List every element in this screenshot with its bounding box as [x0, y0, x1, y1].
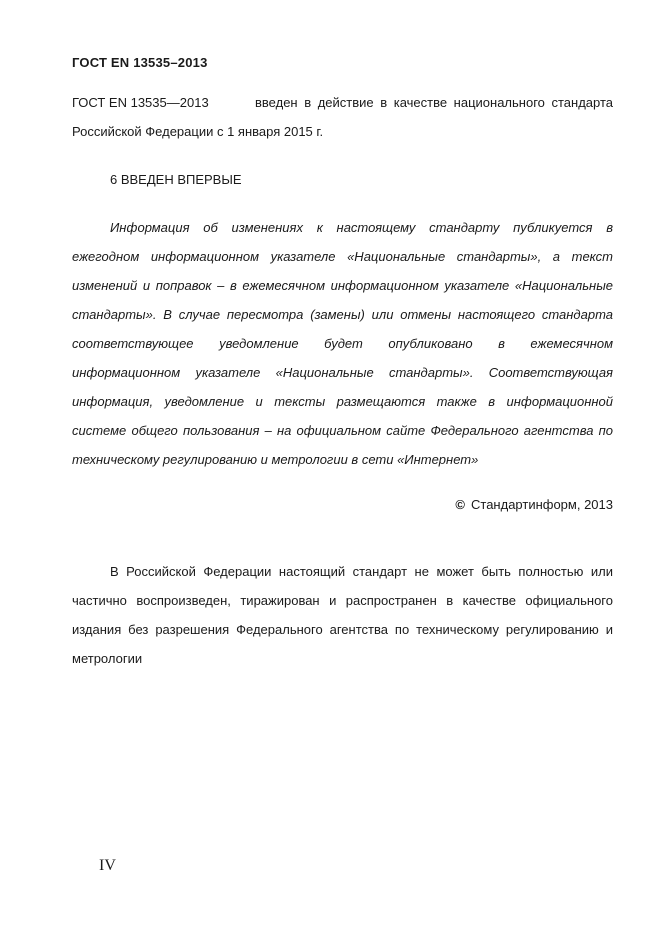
copyright-icon: ©: [455, 497, 465, 512]
intro-enactment-text: введен в действие в качестве национального стандарта: [255, 95, 613, 110]
intro-statement: [72, 88, 613, 146]
amendments-info-paragraph: Информация об изменениях к настоящему стандарту публикуется в ежегодном информационном указателе «Национальные стандарты», а текст изменений и поправок – в ежемесячном информационном указателе «Национальные стандарты». В случае пересмотра (замены) или отмены настоящего стандарта соответствующее уведомление будет опубликовано в ежемесячном информационном указателе «Национальные стандарты». Соответствующая информация, уведомление и тексты размещаются также в информационной системе общего пользования – на официальном сайте Федерального агентства по техническому регулированию и метрологии в сети «Интернет»: [72, 220, 613, 467]
copyright-text: Стандартинформ, 2013: [471, 497, 613, 512]
reproduction-restriction-paragraph: В Российской Федерации настоящий стандарт не может быть полностью или частично воспроизведен, тиражирован и распространен в качестве официального издания без разрешения Федерального агентства по техническому регулированию и метрологии: [72, 564, 613, 666]
standard-code-header: ГОСТ EN 13535–2013: [72, 55, 208, 70]
intro-line-1: [72, 88, 613, 117]
section-6-heading: 6 ВВЕДЕН ВПЕРВЫЕ: [110, 172, 242, 187]
copyright-notice: [455, 497, 613, 512]
page-number: IV: [99, 857, 116, 874]
intro-line-2: Российской Федерации с 1 января 2015 г.: [72, 124, 324, 139]
intro-standard-code: ГОСТ EN 13535—2013: [72, 95, 209, 110]
